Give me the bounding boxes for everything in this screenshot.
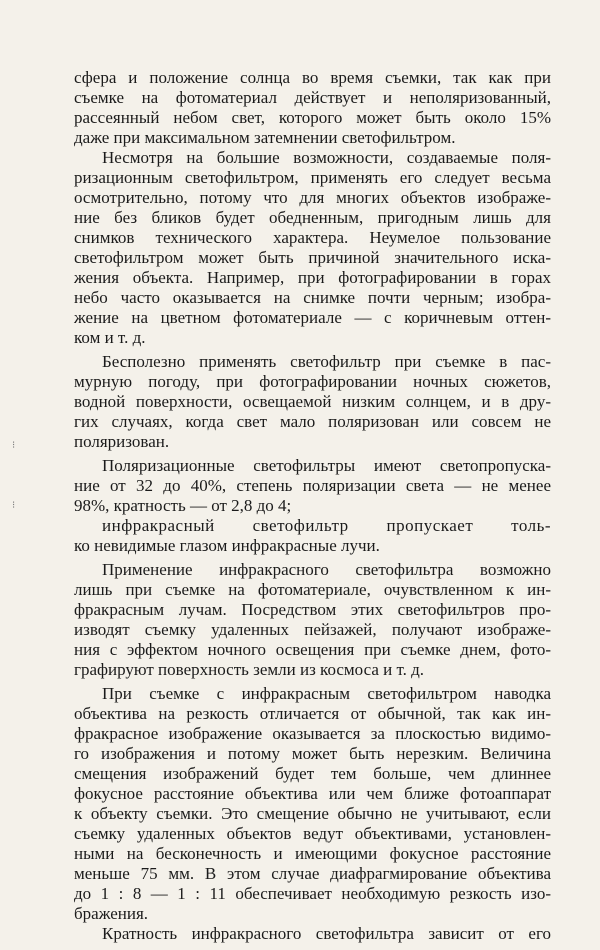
text-line: бражения.	[74, 904, 149, 923]
text-line: го изображения и потому может быть нерезким. Величина	[74, 744, 551, 763]
text-line: съемке на фотоматериал действует и неполяризованный,	[74, 88, 551, 107]
text-line: ком и т. д.	[74, 328, 146, 347]
text-line: осмотрительно, потому что для многих объектов изображе-	[74, 188, 551, 207]
text-line: лишь при съемке на фотоматериале, очувствленном к ин-	[74, 580, 551, 599]
text-line: светофильтром может быть причиной значительного иска-	[74, 248, 551, 267]
text-line: При съемке с инфракрасным светофильтром наводка	[102, 684, 551, 703]
text-line: ными на бесконечность и имеющими фокусное расстояние	[74, 844, 551, 863]
text-line: к объекту съемки. Это смещение обычно не учитывают, если	[74, 804, 551, 823]
text-line: фракрасным лучам. Посредством этих светофильтров про-	[74, 600, 551, 619]
text-line: объектива на резкость отличается от обычной, так как ин-	[74, 704, 551, 723]
text-line: рассеянный небом свет, которого может быть около 15%	[74, 108, 551, 127]
text-line: сфера и положение солнца во время съемки, так как при	[74, 68, 551, 87]
text-line: Применение инфракрасного светофильтра возможно	[102, 560, 551, 579]
text-line: графируют поверхность земли из космоса и т. д.	[74, 660, 425, 679]
text-line: до 1 : 8 — 1 : 11 обеспечивает необходимую резкость изо-	[74, 884, 551, 903]
text-line: Несмотря на большие возможности, создаваемые поля-	[102, 148, 551, 167]
text-line: меньше 75 мм. В этом случае диафрагмирование объектива	[74, 864, 551, 883]
text-line: Поляризационные светофильтры имеют светопропуска-	[102, 456, 551, 475]
text-line: мурную погоду, при фотографировании ночных сюжетов,	[74, 372, 551, 391]
text-line: ние от 32 до 40%, степень поляризации света — не менее	[74, 476, 551, 495]
text-line: инфракрасный светофильтр пропускает толь-	[102, 516, 551, 535]
text-line: изводят съемку удаленных пейзажей, получают изображе-	[74, 620, 551, 639]
text-line: Кратность инфракрасного светофильтра зависит от его	[102, 924, 551, 943]
text-line: Бесполезно применять светофильтр при съемке в пас-	[102, 352, 551, 371]
text-line: ко невидимые глазом инфракрасные лучи.	[74, 536, 380, 555]
text-line: жение на цветном фотоматериале — с коричневым оттен-	[74, 308, 551, 327]
margin-mark: ⁝	[12, 500, 16, 511]
text-line: смещения изображений будет тем больше, чем длиннее	[74, 764, 551, 783]
text-line: съемку удаленных объектов ведут объективами, установлен-	[74, 824, 551, 843]
text-line: 98%, кратность — от 2,8 до 4;	[74, 496, 292, 515]
text-line: даже при максимальном затемнении светофильтром.	[74, 128, 456, 147]
text-line: снимков технического характера. Неумелое пользование	[74, 228, 551, 247]
text-line: фракрасное изображение оказывается за плоскостью видимо-	[74, 724, 551, 743]
text-line: ния с эффектом ночного освещения при съемке днем, фото-	[74, 640, 551, 659]
text-line: ризационным светофильтром, применять его следует весьма	[74, 168, 551, 187]
text-line: фокусное расстояние объектива или чем ближе фотоаппарат	[74, 784, 551, 803]
text-line: водной поверхности, освещаемой низким солнцем, и в дру-	[74, 392, 551, 411]
margin-mark: ⁝	[12, 440, 16, 451]
text-line: ние без бликов будет обедненным, пригодным лишь для	[74, 208, 551, 227]
text-line: гих случаях, когда свет мало поляризован или совсем не	[74, 412, 551, 431]
text-line: жения объекта. Например, при фотографировании в горах	[74, 268, 551, 287]
text-line: поляризован.	[74, 432, 170, 451]
text-line: небо часто оказывается на снимке почти черным; изобра-	[74, 288, 551, 307]
